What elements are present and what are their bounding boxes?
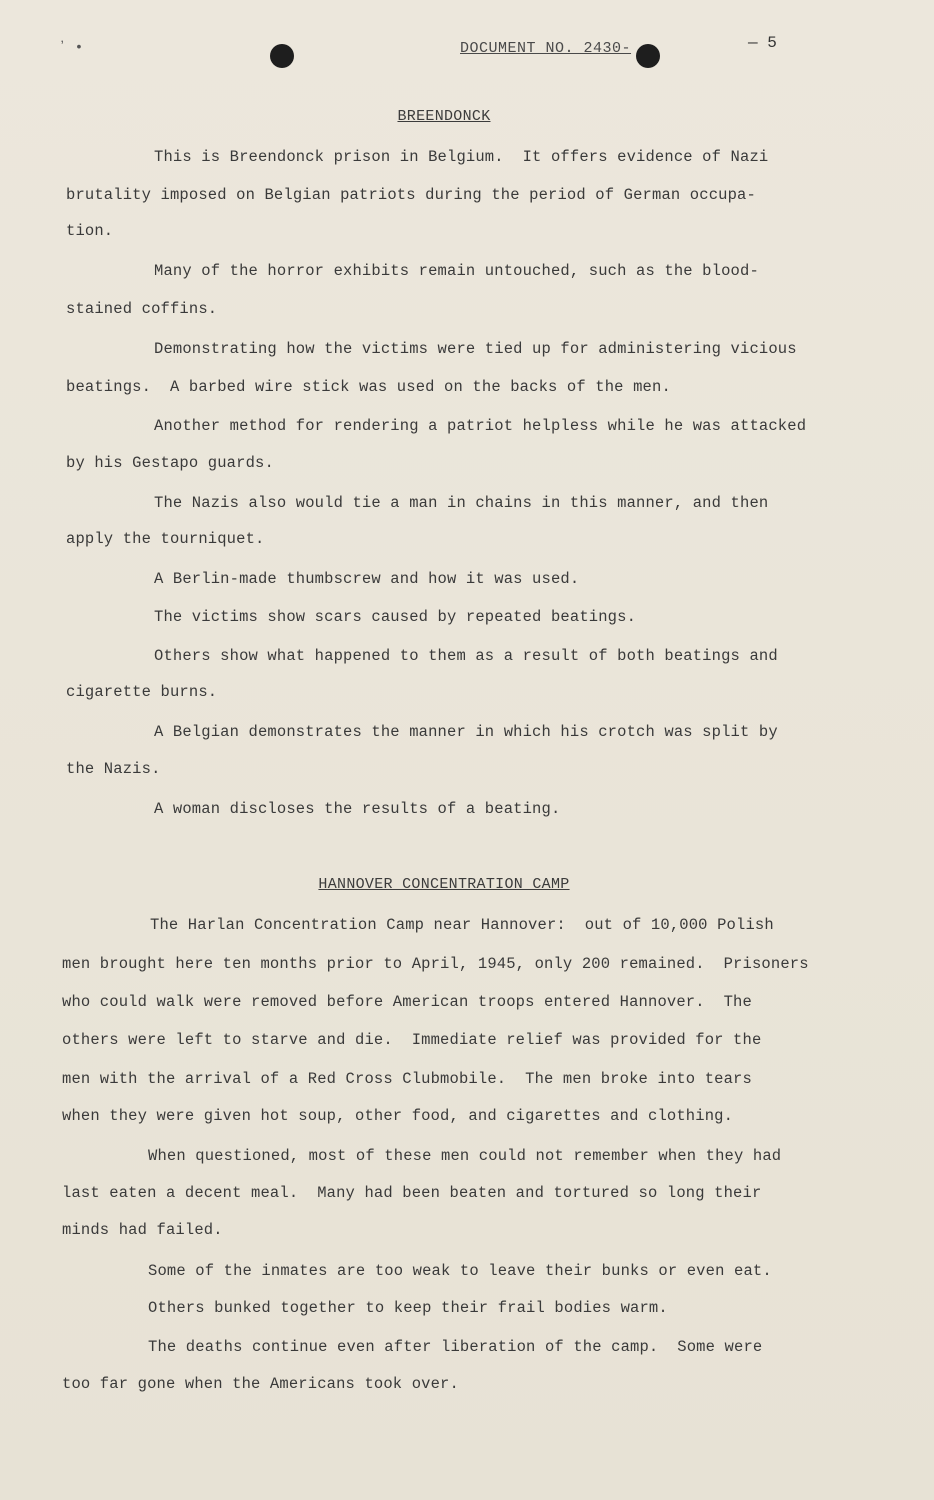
text-line: who could walk were removed before American troops entered Hannover. The	[62, 993, 752, 1011]
section-title-hannover: HANNOVER CONCENTRATION CAMP	[318, 876, 570, 893]
margin-marks: ʼ •	[58, 40, 84, 56]
text-line: Others show what happened to them as a result of both beatings and	[154, 647, 778, 665]
text-line: A woman discloses the results of a beating.	[154, 800, 561, 818]
text-line: When questioned, most of these men could not remember when they had	[148, 1147, 782, 1165]
text-line: stained coffins.	[66, 300, 218, 318]
text-line: A Berlin-made thumbscrew and how it was used.	[154, 570, 580, 588]
text-line: tion.	[66, 222, 114, 240]
text-line: apply the tourniquet.	[66, 530, 265, 548]
text-line: Demonstrating how the victims were tied up for administering vicious	[154, 340, 797, 358]
text-line: The Harlan Concentration Camp near Hannover: out of 10,000 Polish	[150, 916, 774, 934]
text-line: last eaten a decent meal. Many had been beaten and tortured so long their	[62, 1184, 762, 1202]
punch-hole-left	[270, 44, 294, 68]
text-line: men with the arrival of a Red Cross Clubmobile. The men broke into tears	[62, 1070, 752, 1088]
text-line: when they were given hot soup, other food, and cigarettes and clothing.	[62, 1107, 734, 1125]
text-line: beatings. A barbed wire stick was used on the backs of the men.	[66, 378, 671, 396]
section-title-breendonck: BREENDONCK	[397, 108, 491, 125]
text-line: the Nazis.	[66, 760, 161, 778]
text-line: Another method for rendering a patriot helpless while he was attacked	[154, 417, 807, 435]
text-line: This is Breendonck prison in Belgium. It offers evidence of Nazi	[154, 148, 769, 166]
text-line: The deaths continue even after liberation of the camp. Some were	[148, 1338, 763, 1356]
text-line: by his Gestapo guards.	[66, 454, 274, 472]
text-line: Many of the horror exhibits remain untouched, such as the blood-	[154, 262, 759, 280]
text-line: Some of the inmates are too weak to leave their bunks or even eat.	[148, 1262, 772, 1280]
text-line: Others bunked together to keep their frail bodies warm.	[148, 1299, 668, 1317]
text-line: The Nazis also would tie a man in chains in this manner, and then	[154, 494, 769, 512]
text-line: others were left to starve and die. Immediate relief was provided for the	[62, 1031, 762, 1049]
text-line: brutality imposed on Belgian patriots during the period of German occupa-	[66, 186, 756, 204]
page-number: — 5	[748, 34, 777, 52]
text-line: cigarette burns.	[66, 683, 218, 701]
punch-hole-right	[636, 44, 660, 68]
text-line: The victims show scars caused by repeated beatings.	[154, 608, 637, 626]
document-number: DOCUMENT NO. 2430-	[460, 40, 632, 57]
text-line: minds had failed.	[62, 1221, 223, 1239]
text-line: too far gone when the Americans took over.	[62, 1375, 459, 1393]
text-line: men brought here ten months prior to April, 1945, only 200 remained. Prisoners	[62, 955, 809, 973]
text-line: A Belgian demonstrates the manner in which his crotch was split by	[154, 723, 778, 741]
